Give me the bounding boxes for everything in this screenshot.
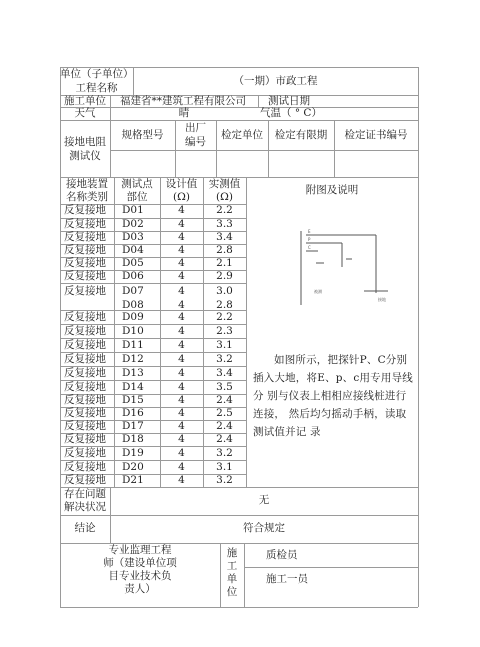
row-point: D03 xyxy=(122,231,144,243)
row-design: 4 xyxy=(178,270,185,282)
row-point: D06 xyxy=(122,270,144,282)
calibration-unit-col-header: 检定单位 xyxy=(221,129,263,141)
construction-unit-label-3: 单 xyxy=(226,573,238,585)
row-type: 反复接地 xyxy=(64,433,106,445)
row-point: D09 xyxy=(122,311,144,323)
row-design: 4 xyxy=(178,353,185,365)
row-actual: 2.4 xyxy=(216,433,233,445)
row-actual: 2.9 xyxy=(216,270,233,282)
row-design: 4 xyxy=(178,325,185,337)
row-design: 4 xyxy=(178,367,185,379)
contractor-label: 施工单位 xyxy=(64,95,106,107)
instrument-label: 接地电阻 xyxy=(64,136,106,148)
row-design: 4 xyxy=(178,218,185,230)
row-design: 4 xyxy=(178,461,185,473)
row-design: 4 xyxy=(178,244,185,256)
row-point: D04 xyxy=(122,244,144,256)
row-point: D05 xyxy=(122,257,144,269)
row-type: 反复接地 xyxy=(64,257,106,269)
instrument-label-2: 测试仪 xyxy=(69,150,101,162)
model-col-header: 规格型号 xyxy=(121,129,164,141)
actual-col-header: 实测值 xyxy=(208,178,241,190)
row-point: D10 xyxy=(122,325,144,337)
diagram-label-right: 接地 xyxy=(378,297,386,302)
row-design: 4 xyxy=(178,447,185,459)
row-type: 反复接地 xyxy=(64,394,106,406)
row-point: D02 xyxy=(122,218,144,230)
row-type: 反复接地 xyxy=(64,339,106,351)
project-name-value: （一期）市政工程 xyxy=(233,75,318,87)
row-point: D20 xyxy=(122,461,144,473)
measurement-description: 如图所示，把探针P、C分别插入大地，将E、p、c用专用导线分 别与仪表上相相应接线桩进行连接， 然后均匀摇动手柄，读取测试值并记 录 xyxy=(253,354,413,438)
row-type: 反复接地 xyxy=(64,204,106,216)
row-point: D13 xyxy=(122,367,144,379)
supervisor-label-4: 责人） xyxy=(124,583,156,595)
row-point: D14 xyxy=(122,381,144,393)
issues-label-2: 解决状况 xyxy=(64,501,106,513)
row-type: 反复接地 xyxy=(64,270,106,282)
diagram-label-e: E xyxy=(308,229,311,234)
project-name-label: 工程名称 xyxy=(75,82,118,94)
row-actual: 3.3 xyxy=(216,218,233,230)
serial-col-header-2: 编号 xyxy=(185,136,206,148)
row-design: 4 xyxy=(178,339,185,351)
contractor-value: 福建省**建筑工程有限公司 xyxy=(120,95,246,107)
serial-col-header: 出厂 xyxy=(185,122,206,134)
construction-unit-label-4: 位 xyxy=(226,586,238,598)
row-actual: 2.4 xyxy=(216,420,233,432)
row-design: 4 xyxy=(178,407,185,419)
point-col-header: 测试点 xyxy=(121,178,153,190)
row-type: 反复接地 xyxy=(64,407,106,419)
supervisor-label-2: 师（建设单位项 xyxy=(103,557,177,569)
row-design: 4 xyxy=(178,381,185,393)
point-col-header-2: 部位 xyxy=(126,191,148,203)
construction-worker-label: 施工一员 xyxy=(266,573,308,585)
certificate-col-header: 检定证书编号 xyxy=(344,129,408,141)
row-design: 4 xyxy=(178,285,185,297)
issues-label: 存在问题 xyxy=(64,488,106,500)
row-point: D15 xyxy=(122,394,144,406)
type-col-header: 接地装置 xyxy=(66,178,108,190)
issues-value: 无 xyxy=(258,494,270,506)
row-type: 反复接地 xyxy=(64,447,106,459)
unit-label: 单位（子单位） xyxy=(60,68,134,80)
conclusion-label: 结论 xyxy=(74,522,96,534)
row-point: D19 xyxy=(122,447,144,459)
supervisor-label: 专业监理工程 xyxy=(108,544,172,556)
row-actual: 2.1 xyxy=(216,257,233,269)
row-type: 反复接地 xyxy=(64,381,106,393)
diagram-label-left: 被测 xyxy=(314,289,322,294)
row-type: 反复接地 xyxy=(64,474,106,486)
row-actual: 2.4 xyxy=(216,394,233,406)
row-point: D12 xyxy=(122,353,144,365)
row-point: D01 xyxy=(122,204,144,216)
design-col-header-2: (Ω) xyxy=(173,191,190,203)
row-actual: 2.8 xyxy=(216,244,233,256)
construction-unit-label: 施 xyxy=(226,547,238,559)
row-design: 4 xyxy=(178,420,185,432)
row-point: D07 xyxy=(122,285,144,297)
row-type: 反复接地 xyxy=(64,367,106,379)
row-point: D21 xyxy=(122,474,144,486)
row-design: 4 xyxy=(178,257,185,269)
row-actual: 3.5 xyxy=(216,381,233,393)
row-actual: 2.5 xyxy=(216,407,233,419)
supervisor-label-3: 目专业技术负 xyxy=(108,570,172,582)
row-design: 4 xyxy=(178,474,185,486)
row-actual: 3.0 xyxy=(216,285,233,297)
row-design: 4 xyxy=(178,394,185,406)
conclusion-value: 符合规定 xyxy=(243,522,285,534)
row-type: 反复接地 xyxy=(64,461,106,473)
validity-col-header: 检定有限期 xyxy=(274,129,328,141)
row-actual: 3.2 xyxy=(216,353,233,365)
row-actual: 3.1 xyxy=(216,461,233,473)
temperature-label: 气温（ ° C） xyxy=(260,107,322,119)
row-actual: 3.4 xyxy=(216,231,233,243)
actual-col-header-2: (Ω) xyxy=(216,191,233,203)
wiring-diagram xyxy=(246,205,418,325)
row-type: 反复接地 xyxy=(64,325,106,337)
type-col-header-2: 名称类别 xyxy=(66,191,108,203)
row-type: 反复接地 xyxy=(64,231,106,243)
row-actual: 2.8 xyxy=(216,299,233,311)
row-point: D18 xyxy=(122,433,144,445)
row-type: 反复接地 xyxy=(64,420,106,432)
row-actual: 3.1 xyxy=(216,339,233,351)
row-design: 4 xyxy=(178,311,185,323)
row-type: 反复接地 xyxy=(64,353,106,365)
row-actual: 3.2 xyxy=(216,474,233,486)
row-design: 4 xyxy=(178,299,185,311)
row-point: D17 xyxy=(122,420,144,432)
test-date-label: 测试日期 xyxy=(268,95,310,107)
row-actual: 3.4 xyxy=(216,367,233,379)
row-design: 4 xyxy=(178,204,185,216)
row-actual: 2.2 xyxy=(216,311,233,323)
row-point: D16 xyxy=(122,407,144,419)
notes-col-header: 附图及说明 xyxy=(305,184,359,196)
diagram-label-p: P xyxy=(308,237,311,242)
row-point: D08 xyxy=(122,299,144,311)
row-type: 反复接地 xyxy=(64,285,106,297)
row-type: 反复接地 xyxy=(64,244,106,256)
quality-inspector-label: 质检员 xyxy=(266,549,298,561)
row-actual: 2.3 xyxy=(216,325,233,337)
weather-value: 晴 xyxy=(178,107,190,119)
diagram-label-c: C xyxy=(308,245,311,250)
weather-label: 天气 xyxy=(74,107,96,119)
row-design: 4 xyxy=(178,433,185,445)
row-type: 反复接地 xyxy=(64,311,106,323)
row-type: 反复接地 xyxy=(64,218,106,230)
row-actual: 2.2 xyxy=(216,204,233,216)
row-design: 4 xyxy=(178,231,185,243)
row-point: D11 xyxy=(122,339,144,351)
design-col-header: 设计值 xyxy=(165,178,198,190)
construction-unit-label-2: 工 xyxy=(226,560,238,572)
row-actual: 3.2 xyxy=(216,447,233,459)
